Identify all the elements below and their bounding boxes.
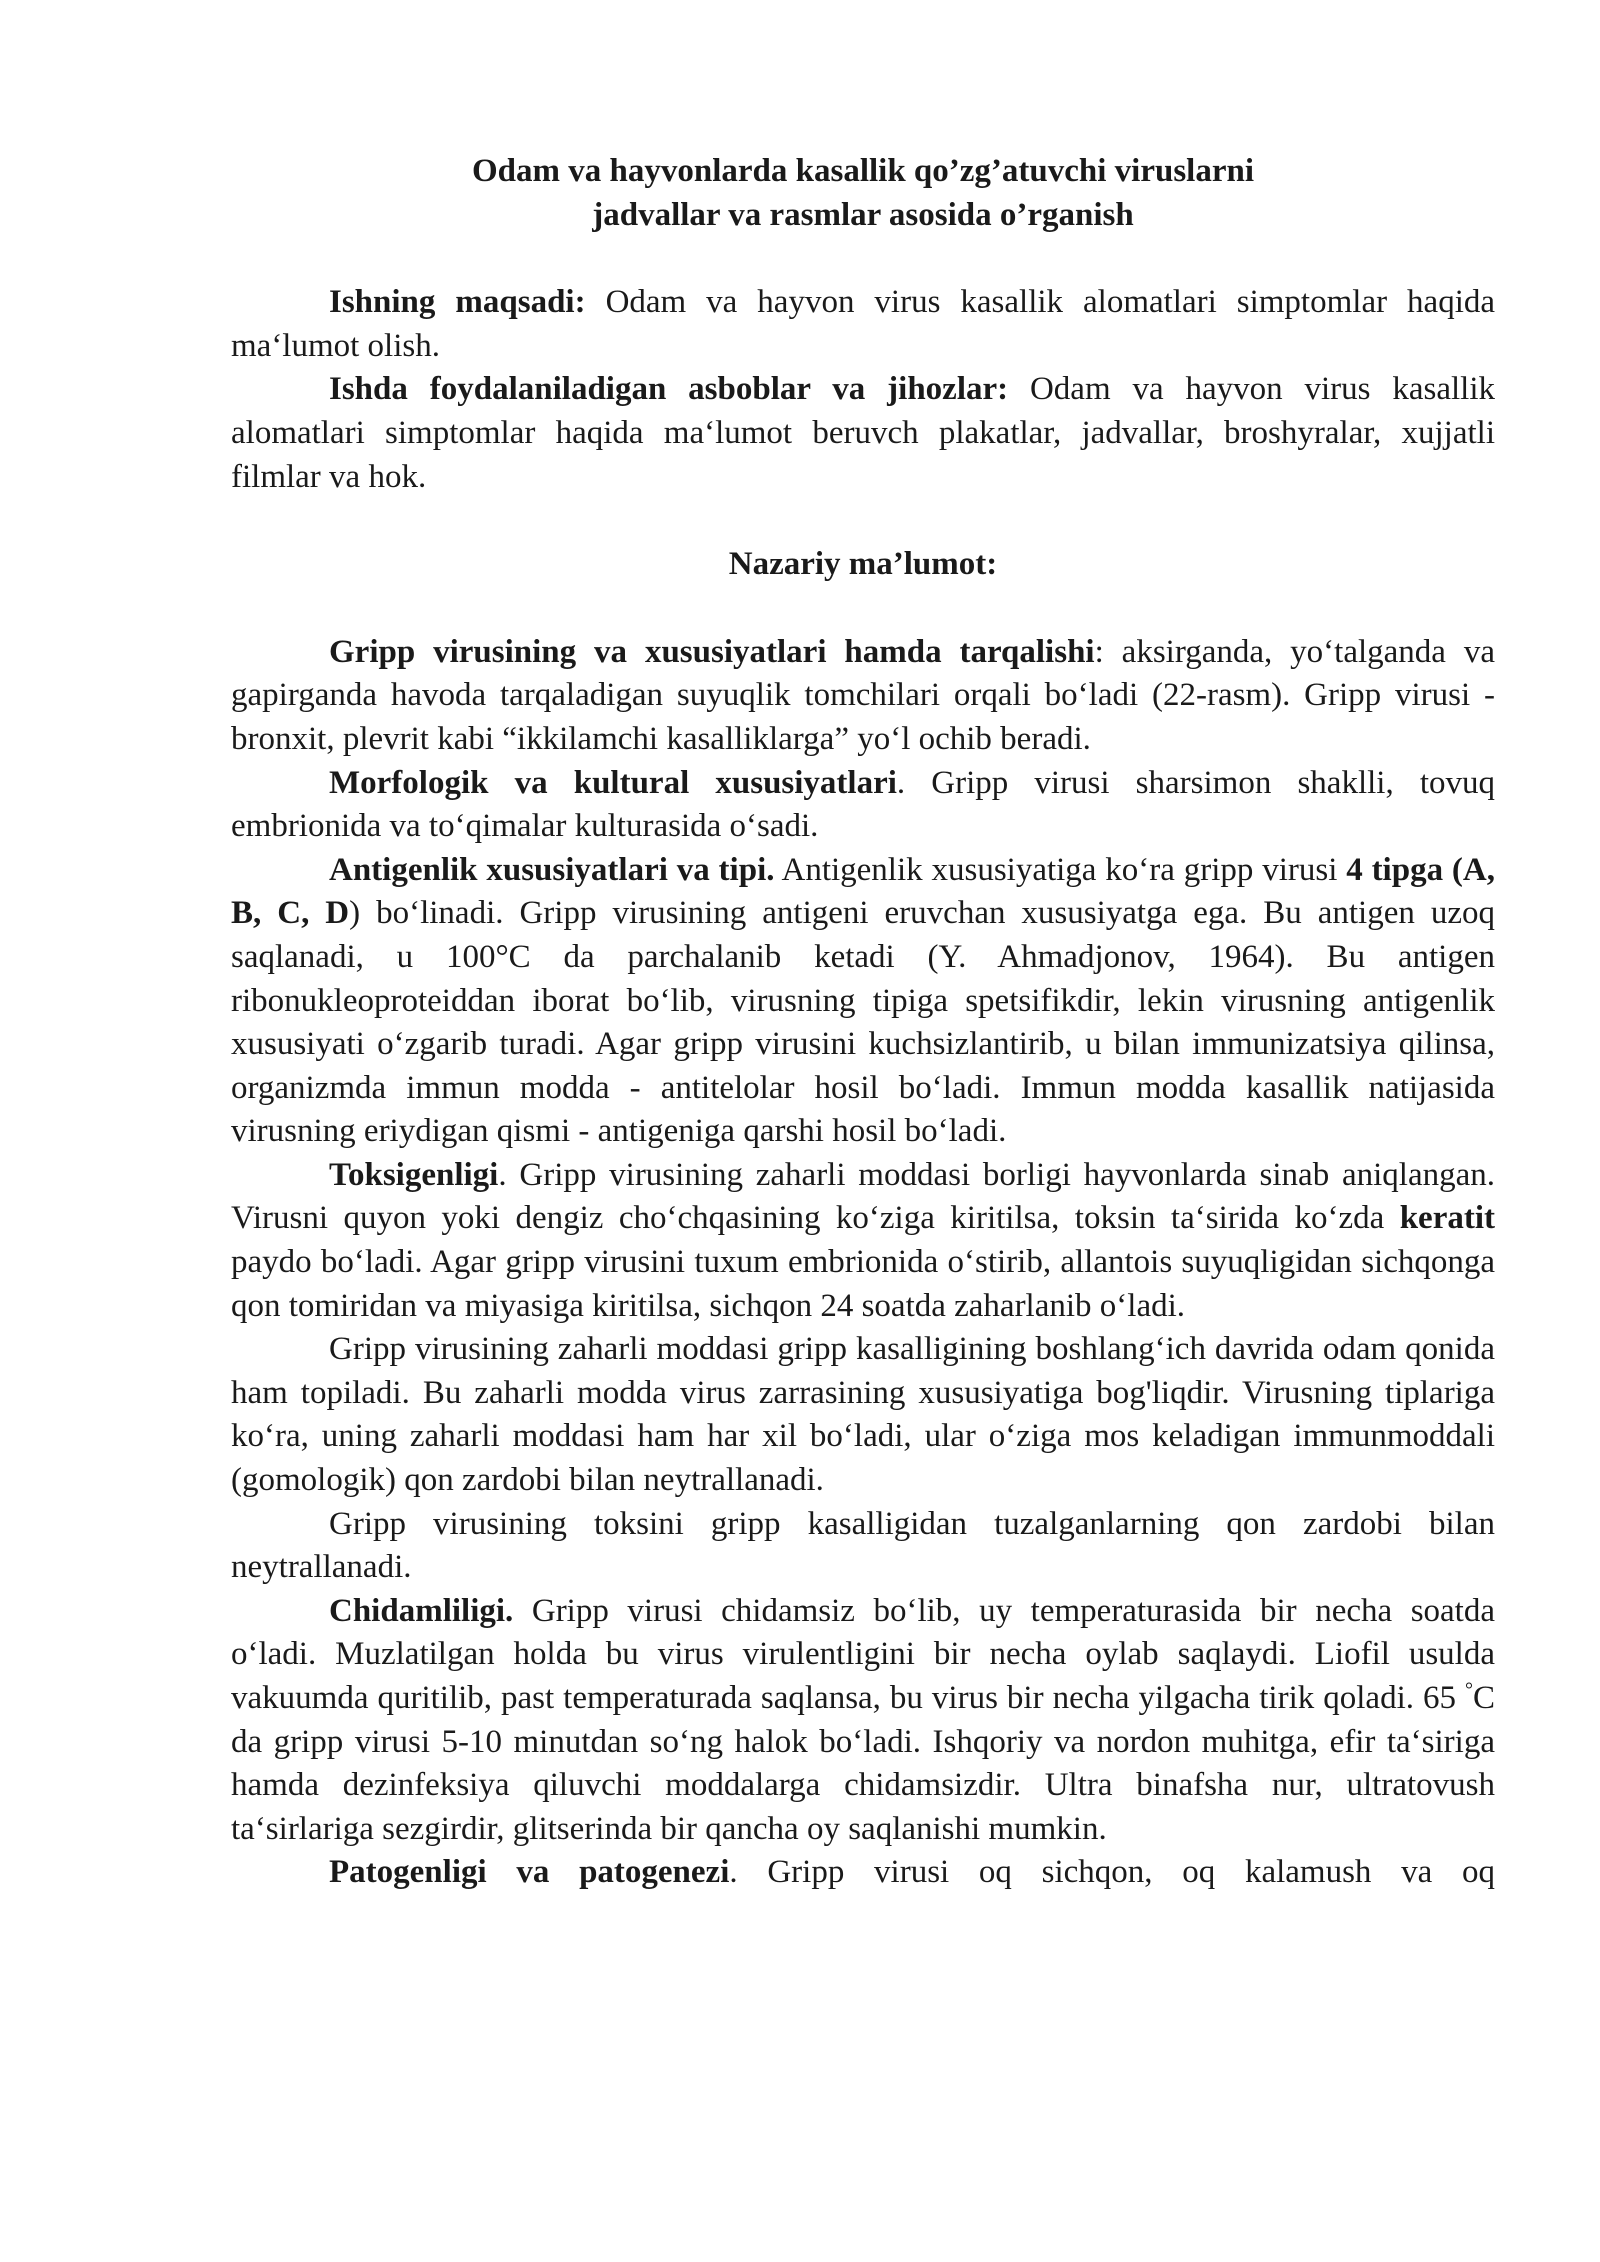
toxicity-label: Toksigenligi xyxy=(329,1156,499,1193)
morphology-text: . Gripp virusi sharsimon shaklli, tovuq embrionida va to‘qimalar kulturasida o‘sadi. xyxy=(231,764,1495,845)
flu-spread-label: Gripp virusining va xususiyatlari hamda tarqalishi xyxy=(329,633,1095,670)
aim-paragraph xyxy=(231,281,1495,368)
antigen-text-1: Antigenlik xususiyatiga ko‘ra gripp virusi xyxy=(774,851,1347,888)
tools-text: Odam va hayvon virus kasallik alomatlari simptomlar haqida ma‘lumot beruvch plakatlar, jadvallar, broshyralar, xujjatli filmlar va hok. xyxy=(231,371,1495,495)
toxicity-text-2: paydo bo‘ladi. Agar gripp virusini tuxum embrionida o‘stirib, allantois suyuqligidan sichqonga qon tomiridan va miyasiga kiritilsa, sichqon 24 soatda zaharlanib o‘ladi. xyxy=(231,1244,1495,1324)
antigen-label: Antigenlik xususiyatlari va tipi. xyxy=(329,851,775,888)
aim-label: Ishning maqsadi: xyxy=(329,284,586,321)
pathogenesis-label: Patogenligi va patogenezi xyxy=(329,1854,730,1891)
toxin-paragraph-1: Gripp virusining zaharli moddasi gripp kasalligining boshlang‘ich davrida odam qonida ham topiladi. Bu zaharli modda virus zarrasining xususiyatiga bog'liqdir. Virusning tiplariga ko‘ra, uning zaharli moddasi ham har xil bo‘ladi, ular o‘ziga mos keladigan immunmoddali (gomologik) qon zardobi bilan neytrallanadi. xyxy=(231,1331,1495,1499)
document-page xyxy=(231,150,1495,1895)
tools-paragraph xyxy=(231,368,1495,499)
title-line-2: jadvallar va rasmlar asosida o’rganish xyxy=(592,196,1134,233)
toxicity-text-1: . Gripp virusining zaharli moddasi borligi hayvonlarda sinab aniqlangan. Virusni quyon yoki dengiz cho‘chqasining ko‘ziga kiritilsa, toksin ta‘sirida ko‘zda xyxy=(231,1156,1495,1237)
antigen-paragraph xyxy=(231,849,1495,1154)
antigen-text-2: ) bo‘linadi. Gripp virusining antigeni eruvchan xususiyatga ega. Bu antigen uzoq saqlanadi, u 100°C da parchalanib ketadi (Y. Ahmadjonov, 1964). Bu antigen ribonukleoproteiddan iborat bo‘lib, virusning tipiga spetsifikdir, lekin virusning antigenlik xususiyati o‘zgarib turadi. Agar gripp virusini kuchsizlantirib, u bilan immunizatsiya qilinsa, organizmda immun modda - antitelolar hosil bo‘ladi. Immun modda kasallik natijasida virusning eriydigan qismi - antigeniga qarshi hosil bo‘ladi. xyxy=(231,895,1495,1150)
antigen-types: 4 tipga (A, B, C, D xyxy=(231,851,1495,932)
resistance-paragraph xyxy=(231,1590,1495,1852)
aim-text: Odam va hayvon virus kasallik alomatlari simptomlar haqida ma‘lumot olish. xyxy=(231,284,1496,364)
toxin-paragraph-2: Gripp virusining toksini gripp kasalligidan tuzalganlarning qon zardobi bilan neytrallanadi. xyxy=(231,1505,1495,1586)
morphology-label: Morfologik va kultural xususiyatlari xyxy=(329,764,897,801)
tools-label: Ishda foydalaniladigan asboblar va jihozlar: xyxy=(329,371,1009,408)
pathogenesis-paragraph xyxy=(231,1851,1495,1895)
document-title xyxy=(231,150,1495,237)
flu-spread-text: : aksirganda, yo‘talganda va gapirganda havoda tarqaladigan suyuqlik tomchilari orqali bo‘ladi (22-rasm). Gripp virusi - bronxit, plevrit kabi “ikkilamchi kasalliklarga” yo‘l ochib beradi. xyxy=(231,633,1495,757)
flu-spread-paragraph xyxy=(231,631,1495,762)
resistance-text-1: Gripp virusi chidamsiz bo‘lib, uy temperaturasida bir necha soatda o‘ladi. Muzlatilgan holda bu virus virulentligini bir necha oylab saqlaydi. Liofil usulda vakuumda quritilib, past temperaturada saqlansa, bu virus bir necha yilgacha tirik qoladi. 65 xyxy=(231,1592,1495,1716)
resistance-text-2: C da gripp virusi 5-10 minutdan so‘ng halok bo‘ladi. Ishqoriy va nordon muhitga, efir ta‘siriga hamda dezinfeksiya qiluvchi moddalarga chidamsizdir. Ultra binafsha nur, ultratovush ta‘sirlariga sezgirdir, glitserinda bir qancha oy saqlanishi mumkin. xyxy=(231,1680,1495,1847)
degree-sign: ° xyxy=(1464,1679,1473,1701)
pathogenesis-text: . Gripp virusi oq sichqon, oq kalamush va oq xyxy=(729,1854,1496,1891)
theory-heading: Nazariy ma’lumot: xyxy=(728,546,998,583)
resistance-label: Chidamliligi. xyxy=(329,1592,514,1629)
keratit-term: keratit xyxy=(1399,1200,1495,1237)
morphology-paragraph xyxy=(231,762,1495,849)
toxicity-paragraph xyxy=(231,1154,1495,1328)
title-line-1: Odam va hayvonlarda kasallik qo’zg’atuvchi viruslarni xyxy=(471,153,1255,189)
